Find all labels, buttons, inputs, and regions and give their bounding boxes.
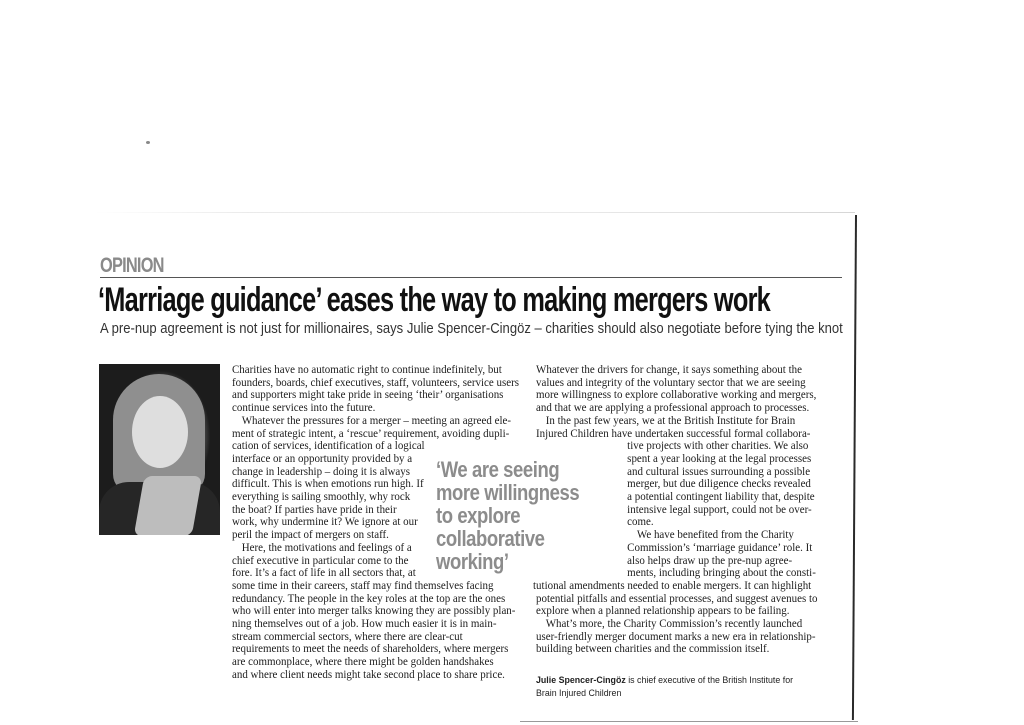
article-line: the boat? If parties have pride in their — [232, 503, 397, 516]
author-byline — [536, 675, 793, 700]
section-rule — [100, 277, 842, 278]
headline: ‘Marriage guidance’ eases the way to making mergers work — [98, 281, 771, 319]
pull-quote-line: collaborative — [436, 526, 545, 551]
article-line: stream commercial sectors, where there are clear-cut — [232, 630, 463, 643]
article-line: and that we are applying a professional approach to processes. — [536, 402, 810, 415]
article-line: Whatever the pressures for a merger – meeting an agreed ele- — [241, 414, 512, 427]
article-line: explore when a planned relationship appears to be failing. — [536, 605, 790, 618]
article-line: requirements to meet the needs of shareholders, where mergers — [232, 643, 509, 656]
article-line: more willingness to explore collaborative working and mergers, — [536, 389, 817, 402]
article-line: and where client needs might take second place to share price. — [232, 668, 505, 681]
section-label: OPINION — [100, 254, 164, 277]
byline-name: Julie Spencer-Cingöz — [536, 675, 626, 686]
article-line: who will enter into merger talks knowing they are possibly plan- — [232, 605, 516, 618]
article-line: some time in their careers, staff may find themselves facing — [232, 579, 494, 592]
article-line: building between charities and the commission itself. — [536, 643, 770, 656]
article-line: values and integrity of the voluntary sector that we are seeing — [536, 376, 806, 389]
article-column-2 — [533, 364, 826, 656]
article-line: Commission’s ‘marriage guidance’ role. It — [627, 541, 813, 554]
article-line: also helps draw up the pre-nup agree- — [627, 554, 793, 567]
byline-org: Brain Injured Children — [536, 687, 622, 699]
article-line: peril the impact of mergers on staff. — [232, 529, 389, 542]
article-line: spent a year looking at the legal processes — [627, 452, 812, 465]
article-line: redundancy. The people in the key roles at the top are the ones — [232, 592, 506, 605]
clipping-bottom-edge — [520, 721, 858, 722]
article-line: Charities have no automatic right to continue indefinitely, but — [232, 364, 502, 376]
article-line: In the past few years, we at the British Institute for Brain — [545, 414, 796, 427]
article-line: interface or an opportunity provided by a — [232, 452, 413, 465]
article-line: tive projects with other charities. We also — [627, 440, 809, 453]
article-line: tutional amendments needed to enable mergers. It can highlight — [533, 579, 812, 592]
pull-quote — [436, 458, 579, 573]
article-line: continue services into the future. — [232, 402, 376, 415]
article-line: change in leadership – doing it is always — [232, 465, 411, 478]
article-line: intensive legal support, could not be over- — [627, 503, 812, 516]
pull-quote-line: to explore — [436, 503, 521, 528]
pull-quote-line: ‘We are seeing — [436, 457, 560, 482]
article-line: come. — [627, 516, 654, 529]
article-line: What’s more, the Charity Commission’s recently launched — [545, 618, 803, 631]
clipping-top-edge — [95, 212, 855, 213]
article-line: everything is sailing smoothly, why rock — [232, 491, 411, 504]
article-line: We have benefited from the Charity — [636, 529, 794, 542]
scan-speck — [146, 141, 150, 144]
article-line: a potential contingent liability that, despite — [627, 491, 815, 504]
article-line: chief executive in particular come to the — [232, 554, 409, 567]
article-line: merger, but due diligence checks revealed — [627, 478, 811, 491]
article-line: fore. It’s a fact of life in all sectors that, at — [232, 567, 416, 580]
pull-quote-line: more willingness — [436, 480, 580, 505]
article-line: Here, the motivations and feelings of a — [241, 541, 412, 554]
article-line: Whatever the drivers for change, it says something about the — [536, 364, 802, 376]
author-photo — [99, 364, 220, 535]
article-line: user-friendly merger document marks a new era in relationship- — [536, 630, 816, 643]
byline-role: is chief executive of the British Institute for — [625, 675, 794, 686]
article-line: potential pitfalls and essential processes, and suggest avenues to — [536, 592, 818, 605]
article-line: and cultural issues surrounding a possible — [627, 465, 811, 478]
article-line: cation of services, identification of a logical — [232, 440, 425, 453]
article-line: work, why undermine it? We ignore at our — [232, 516, 418, 529]
article-line: Injured Children have undertaken successful formal collabora- — [536, 427, 811, 440]
pull-quote-line: working’ — [436, 549, 509, 574]
article-line: ning themselves out of a job. How much easier it is in main- — [232, 618, 497, 631]
article-line: ment of strategic intent, a ‘rescue’ requirement, avoiding dupli- — [232, 427, 510, 440]
article-line: difficult. This is when emotions run high. If — [232, 478, 424, 491]
article-line: and supporters might take pride in seeing ‘their’ organisations — [232, 389, 504, 402]
article-line: are commonplace, where there might be golden handshakes — [232, 656, 494, 669]
clipping-right-edge — [852, 215, 857, 720]
article-line: ments, including bringing about the consti- — [627, 567, 816, 580]
article-line: founders, boards, chief executives, staff, volunteers, service users — [232, 376, 520, 389]
standfirst: A pre-nup agreement is not just for millionaires, says Julie Spencer-Cingöz – charities should also negotiate before tying the knot — [100, 320, 843, 337]
